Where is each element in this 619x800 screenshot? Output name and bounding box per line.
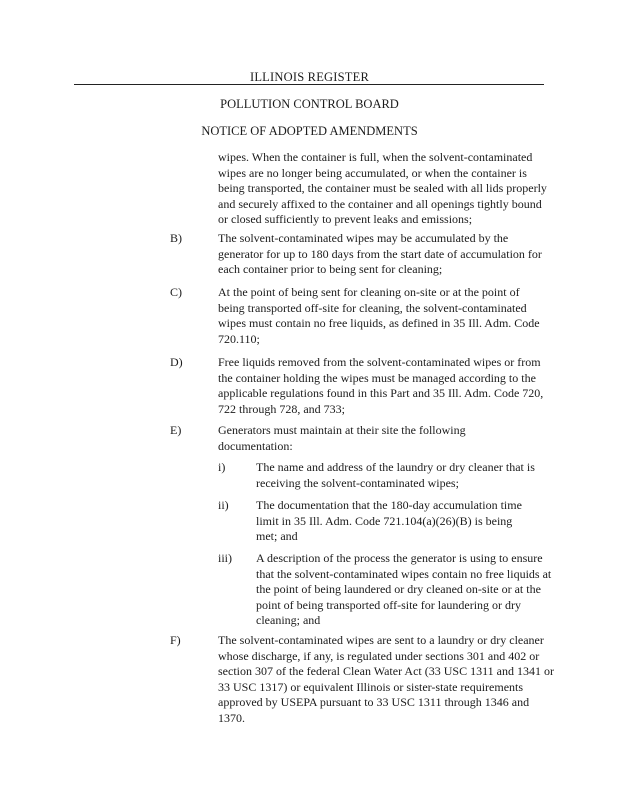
item-label-f: F): [170, 633, 181, 647]
register-title: ILLINOIS REGISTER: [249, 70, 369, 84]
board-name: POLLUTION CONTROL BOARD: [220, 97, 399, 111]
subitem-text-i: The name and address of the laundry or dry cleaner that is receiving the solvent-contaminated wipes;: [256, 460, 535, 490]
item-label-c: C): [170, 285, 182, 299]
subitem-label-i: i): [218, 460, 226, 474]
item-text-f: The solvent-contaminated wipes are sent to a laundry or dry cleaner whose discharge, if any, is regulated under sections 301 and 402 or section 307 of the federal Clean Water Act (33 USC 1311 and 1341 or 33 USC 1317) or equivalent Illinois or sister-state requirements approved by USEPA pursuant to 33 USC 1311 through 1346 and 1370.: [218, 633, 554, 725]
notice-title: NOTICE OF ADOPTED AMENDMENTS: [201, 124, 418, 138]
continuation-paragraph: wipes. When the container is full, when the solvent-contaminated wipes are no longer being accumulated, or when the container is being transported, the container must be sealed with all lids properly and securely affixed to the container and all openings tightly bound or closed sufficiently to prevent leaks and emissions;: [218, 150, 547, 226]
item-label-e: E): [170, 423, 182, 437]
item-label-d: D): [170, 355, 183, 369]
item-text-e: Generators must maintain at their site the following documentation:: [218, 423, 466, 453]
item-label-b: B): [170, 231, 182, 245]
subitem-text-ii: The documentation that the 180-day accumulation time limit in 35 Ill. Adm. Code 721.104(a)(26)(B) is being met; and: [256, 498, 522, 543]
subitem-label-ii: ii): [218, 498, 229, 512]
header-rule: [74, 84, 544, 85]
item-text-d: Free liquids removed from the solvent-contaminated wipes or from the container holding the wipes must be managed according to the applicable regulations found in this Part and 35 Ill. Adm. Code 720, 722 through 728, and 733;: [218, 355, 544, 416]
subitem-text-iii: A description of the process the generator is using to ensure that the solvent-contaminated wipes contain no free liquids at the point of being laundered or dry cleaned on-site or at the point of being transported off-site for laundering or dry cleaning; and: [256, 551, 552, 627]
item-text-c: At the point of being sent for cleaning on-site or at the point of being transported off-site for cleaning, the solvent-contaminated wipes must contain no free liquids, as defined in 35 Ill. Adm. Code 720.110;: [218, 285, 540, 346]
item-text-b: The solvent-contaminated wipes may be accumulated by the generator for up to 180 days from the start date of accumulation for each container prior to being sent for cleaning;: [218, 231, 542, 276]
subitem-label-iii: iii): [218, 551, 232, 565]
